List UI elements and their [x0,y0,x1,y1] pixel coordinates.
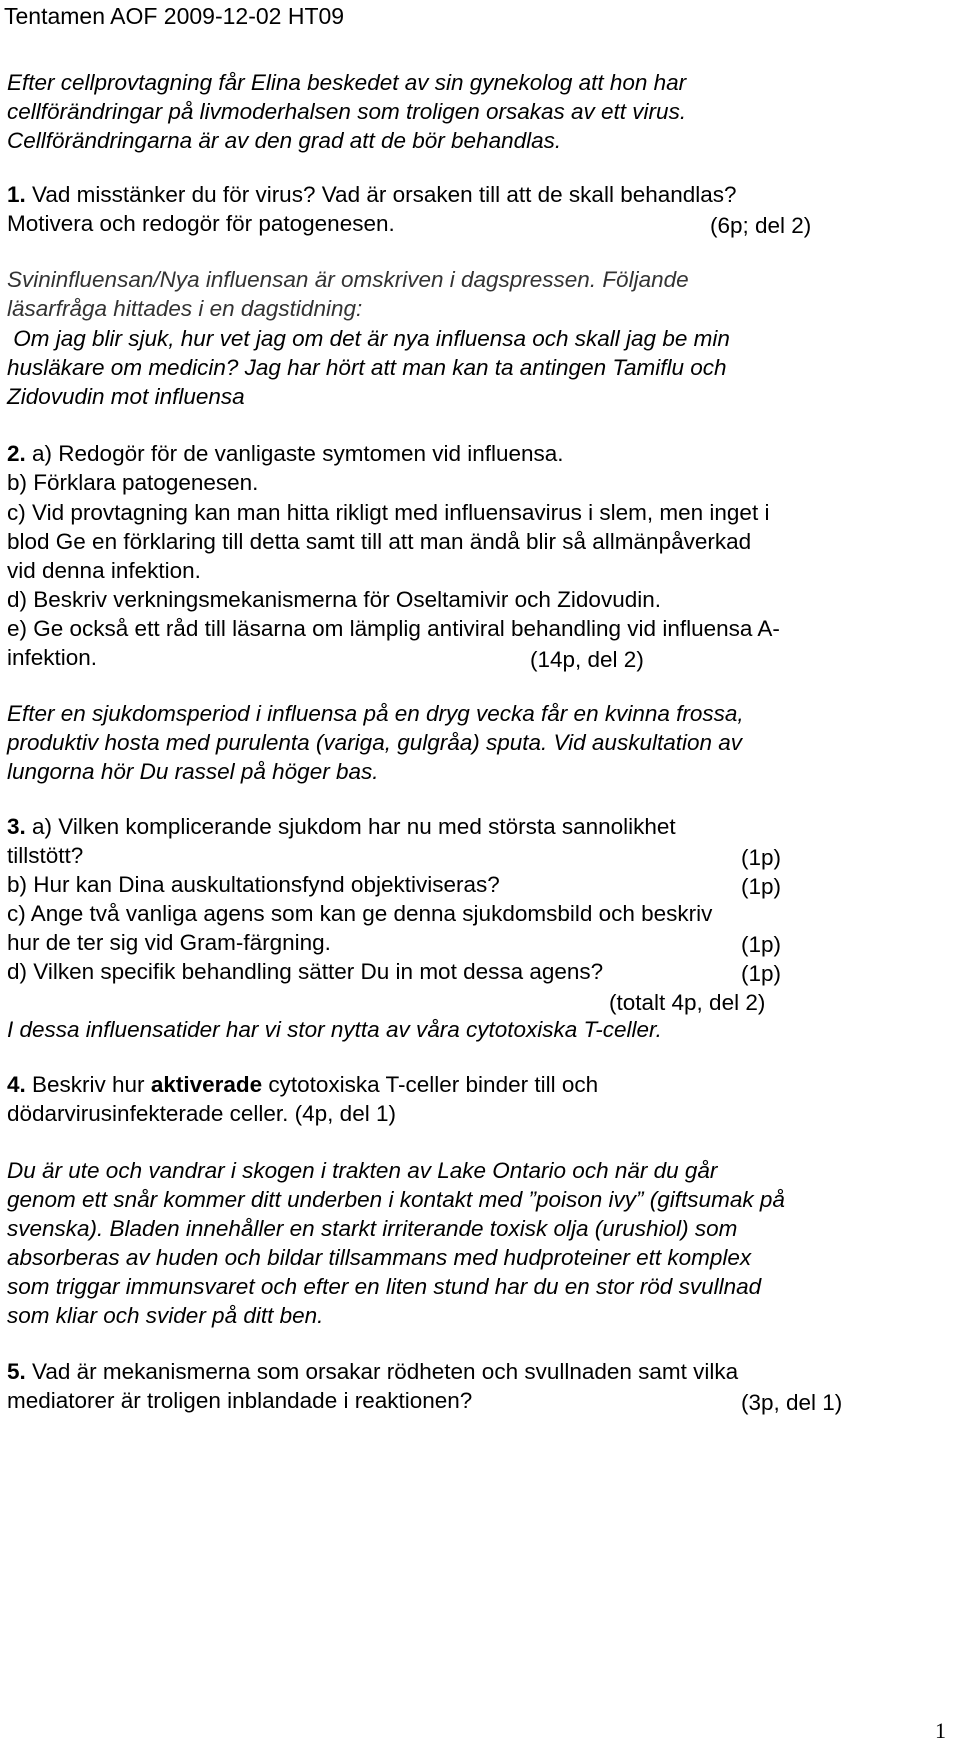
case-3-line-1: Efter en sjukdomsperiod i influensa på en dryg vecka får en kvinna frossa, [7,701,744,726]
question-3-total-points: (totalt 4p, del 2) [609,990,766,1015]
question-2-c-line-3: vid denna infektion. [7,558,201,583]
emphasis-aktiverade: aktiverade [150,1072,263,1097]
case-1-line-2: cellförändringar på livmoderhalsen som troligen orsakas av ett virus. [7,99,687,124]
page-number: 1 [935,1718,946,1743]
question-2-points: (14p, del 2) [530,647,644,672]
question-5-points: (3p, del 1) [741,1390,843,1415]
question-3-b: b) Hur kan Dina auskultationsfynd objektiviseras? [7,872,500,897]
question-2-b: b) Förklara patogenesen. [7,470,259,495]
question-2-a: 2. a) Redogör för de vanligaste symtomen vid influensa. [7,441,564,466]
question-3-a-points: (1p) [741,845,782,870]
question-2-e-line-2: infektion. [7,645,98,670]
case-4-line: I dessa influensatider har vi stor nytta av våra cytotoxiska T-celler. [7,1017,662,1042]
case-5-line-3: svenska). Bladen innehåller en starkt irriterande toxisk olja (urushiol) som [7,1216,738,1241]
question-5-number: 5. [7,1359,26,1384]
question-3-d-points: (1p) [741,961,782,986]
question-3-c-line-1: c) Ange två vanliga agens som kan ge denna sjukdomsbild och beskriv [7,901,713,926]
case-2-line-3: Om jag blir sjuk, hur vet jag om det är nya influensa och skall jag be min [7,326,730,351]
question-3-c-points: (1p) [741,932,782,957]
question-3-d: d) Vilken specifik behandling sätter Du in mot dessa agens? [7,959,604,984]
question-2-number: 2. [7,441,26,466]
question-1-line-1: 1. Vad misstänker du för virus? Vad är orsaken till att de skall behandlas? [7,182,737,207]
question-2-d: d) Beskriv verkningsmekanismerna för Oseltamivir och Zidovudin. [7,587,661,612]
case-2-line-4: husläkare om medicin? Jag har hört att man kan ta antingen Tamiflu och [7,355,727,380]
case-2-line-2: läsarfråga hittades i en dagstidning: [7,296,363,321]
case-2-line-5: Zidovudin mot influensa [7,384,251,409]
case-5-line-5: som triggar immunsvaret och efter en liten stund har du en stor röd svullnad [7,1274,762,1299]
question-2-e-line-1: e) Ge också ett råd till läsarna om lämplig antiviral behandling vid influensa A- [7,616,780,641]
case-5-line-2: genom ett snår kommer ditt underben i kontakt med ”poison ivy” (giftsumak på [7,1187,785,1212]
question-4-line-2: dödarvirusinfekterade celler. (4p, del 1) [7,1101,396,1126]
case-3-line-3: lungorna hör Du rassel på höger bas. [7,759,379,784]
question-5-line-1: 5. Vad är mekanismerna som orsakar rödheten och svullnaden samt vilka [7,1359,739,1384]
question-3-a-line-1: 3. a) Vilken komplicerande sjukdom har nu med största sannolikhet [7,814,676,839]
case-5-line-4: absorberas av huden och bildar tillsammans med hudproteiner ett komplex [7,1245,752,1270]
question-2-c-line-1: c) Vid provtagning kan man hitta rikligt med influensavirus i slem, men inget i [7,500,770,525]
case-3-line-2: produktiv hosta med purulenta (variga, gulgråa) sputa. Vid auskultation av [7,730,743,755]
question-5-line-2: mediatorer är troligen inblandade i reaktionen? [7,1388,473,1413]
question-4-line-1: 4. Beskriv hur aktiverade cytotoxiska T-celler binder till och [7,1072,599,1097]
page-header: Tentamen AOF 2009-12-02 HT09 [4,3,345,29]
case-5-line-1: Du är ute och vandrar i skogen i trakten av Lake Ontario och när du går [7,1158,718,1183]
case-5-line-6: som kliar och svider på ditt ben. [7,1303,324,1328]
case-1-line-1: Efter cellprovtagning får Elina beskedet av sin gynekolog att hon har [7,70,687,95]
question-3-a-line-2: tillstött? [7,843,84,868]
question-3-b-points: (1p) [741,874,782,899]
question-2-c-line-2: blod Ge en förklaring till detta samt till att man ändå blir så allmänpåverkad [7,529,752,554]
case-1-line-3: Cellförändringarna är av den grad att de bör behandlas. [7,128,562,153]
question-1-points: (6p; del 2) [710,213,812,238]
question-1-line-2: Motivera och redogör för patogenesen. [7,211,395,236]
question-4-number: 4. [7,1072,26,1097]
question-1-number: 1. [7,182,26,207]
question-3-c-line-2: hur de ter sig vid Gram-färgning. [7,930,331,955]
case-2-line-1: Svininfluensan/Nya influensan är omskriven i dagspressen. Följande [7,267,689,292]
question-3-number: 3. [7,814,26,839]
